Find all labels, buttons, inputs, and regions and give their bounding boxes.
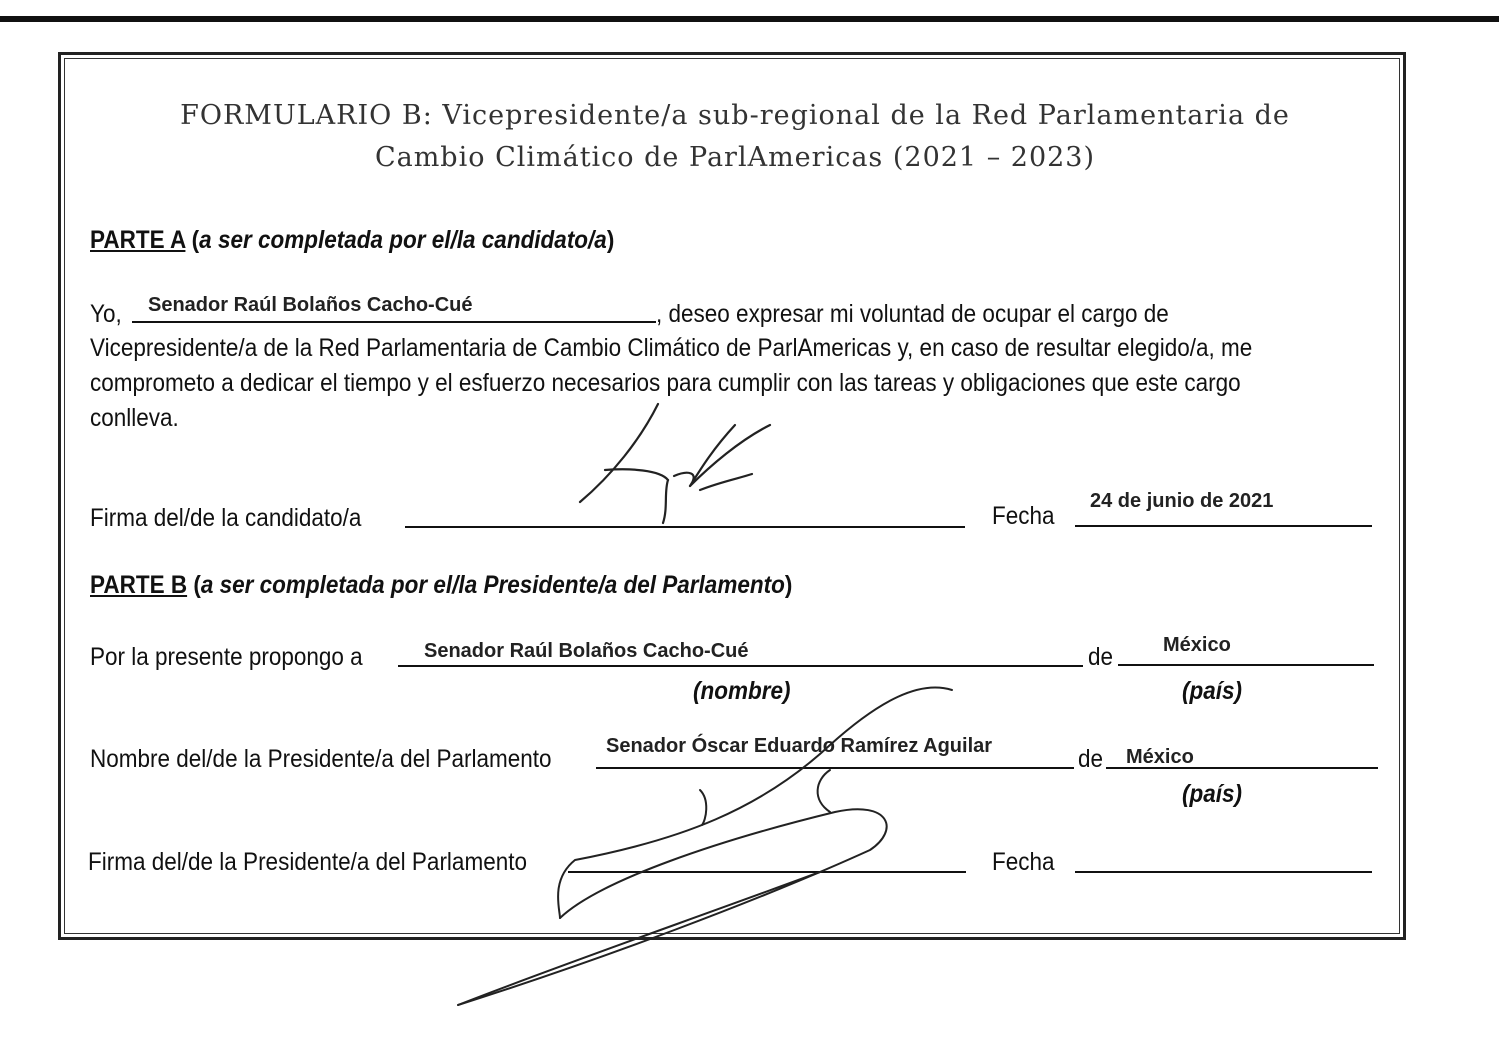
firma-candidato-label: Firma del/de la candidato/a xyxy=(90,504,362,532)
fecha-line xyxy=(1075,525,1372,527)
top-scan-rule xyxy=(0,16,1499,22)
de-label-1: de xyxy=(1088,643,1114,671)
propongo-label: Por la presente propongo a xyxy=(90,643,363,671)
pais-caption-1: (país) xyxy=(1182,677,1243,705)
firma-presidente-line[interactable] xyxy=(568,871,966,873)
pais-caption-2: (país) xyxy=(1182,780,1243,808)
propongo-country-field[interactable]: México xyxy=(1163,634,1231,656)
parte-a-line-1-rest: , deseo expresar mi voluntad de ocupar el cargo de xyxy=(656,300,1169,328)
propongo-name-field[interactable]: Senador Raúl Bolaños Cacho-Cué xyxy=(424,640,749,662)
parte-a-label: PARTE A xyxy=(90,226,186,254)
parte-a-line-4: conlleva. xyxy=(90,404,179,432)
parte-b-note: a ser completada por el/la Presidente/a del Parlamento xyxy=(200,571,785,599)
parte-a-line-2: Vicepresidente/a de la Red Parlamentaria de Cambio Climático de ParlAmericas y, en caso de resultar elegido/a, me xyxy=(90,334,1253,362)
fecha-label-2: Fecha xyxy=(992,848,1055,876)
firma-candidato-line[interactable] xyxy=(405,526,965,528)
parte-b-heading: PARTE B (a ser completada por el/la Presidente/a del Parlamento) xyxy=(90,571,793,599)
presidente-name-field[interactable]: Senador Óscar Eduardo Ramírez Aguilar xyxy=(606,735,993,757)
nombre-caption: (nombre) xyxy=(693,677,791,705)
parte-a-heading: PARTE A (a ser completada por el/la candidato/a) xyxy=(90,226,615,254)
fecha-2-line[interactable] xyxy=(1075,871,1372,873)
fecha-label: Fecha xyxy=(992,502,1055,530)
parte-a-line-3: comprometo a dedicar el tiempo y el esfuerzo necesarios para cumplir con las tareas y obligaciones que este cargo xyxy=(90,369,1241,397)
de-label-2: de xyxy=(1078,745,1104,773)
yo-label: Yo, xyxy=(90,300,122,328)
presidente-name-line xyxy=(596,767,1074,769)
presidente-label: Nombre del/de la Presidente/a del Parlamento xyxy=(90,745,552,773)
candidate-name-field[interactable]: Senador Raúl Bolaños Cacho-Cué xyxy=(148,294,473,316)
fecha-field[interactable]: 24 de junio de 2021 xyxy=(1090,490,1274,512)
parte-a-note: a ser completada por el/la candidato/a xyxy=(199,226,607,254)
firma-presidente-label: Firma del/de la Presidente/a del Parlamento xyxy=(88,848,527,876)
propongo-country-line xyxy=(1118,664,1374,666)
form-title-line-2: Cambio Climático de ParlAmericas (2021 – 2023) xyxy=(374,142,1096,173)
form-title-line-1: FORMULARIO B: Vicepresidente/a sub-regional de la Red Parlamentaria de xyxy=(180,100,1290,131)
candidate-name-line xyxy=(132,321,656,323)
presidente-country-field[interactable]: México xyxy=(1126,746,1194,768)
propongo-name-line xyxy=(398,665,1083,667)
parte-b-label: PARTE B xyxy=(90,571,188,599)
